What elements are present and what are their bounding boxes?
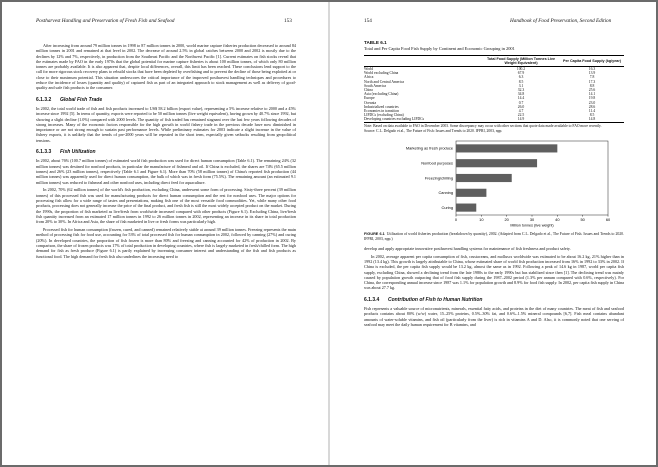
value-cell: 19.8 bbox=[588, 96, 596, 101]
x-tick-label: 10 bbox=[479, 217, 484, 223]
row-label-cell: China bbox=[364, 88, 373, 93]
value-cell: 14.8 bbox=[560, 117, 624, 122]
paragraph: In 2002, the total world trade of fish and fish products increased to US$ 58.2 billion (export value), representing a 5% increase relative to 2000 and a 45% increase since 1992 [5]. In terms of quantity, exports were reported to be 50 million tonnes (live weight equivalent), having grown by 40.7% since 1992, but showing a slight decline (1.0%) compared with 2000 levels. The quantity of fish traded has remained stagnant over the last few years following decades of strong increases. Many of the economic factors responsible for the high growth in world fishery trade in the previous decade have now diminished in importance or are not strong enough to sustain past performance levels. While preliminary estimates for 2003 indicate a slight increase in the value of fishery exports, it is unlikely that the trends of pre-2000 years will be repeated in the short term, especially given setbacks resulting from geopolitical tensions. bbox=[36, 105, 296, 143]
table-row bbox=[364, 117, 624, 122]
table-header-cell bbox=[364, 55, 482, 66]
section-heading bbox=[36, 150, 296, 155]
value-cell: 7.8 bbox=[589, 75, 595, 80]
row-label-cell: World excluding China bbox=[364, 71, 399, 76]
chart-svg bbox=[364, 137, 624, 229]
figure-caption-text: Utilization of world fisheries production (breakdown by quantity), 2002. (Adapted from C.L. Delgado et al., The Future of Fish. Issues and Trends to 2020. IFPRI, 2003, npp.) bbox=[364, 232, 624, 242]
category-label: Curing bbox=[441, 205, 453, 211]
value-cell: 3.1 bbox=[518, 83, 524, 88]
x-tick-label: 40 bbox=[555, 217, 560, 223]
x-tick-label: 50 bbox=[580, 217, 585, 223]
table-header-row bbox=[364, 55, 624, 66]
value-cell: 6.3 bbox=[518, 75, 524, 80]
row-label-cell: Economies in transition bbox=[364, 109, 400, 114]
chart-bar bbox=[456, 189, 486, 197]
table-note: Note: Based on data available to FAO in December 2003. Some discrepancy may occur with other sections that quote data made available to FAO more recently. bbox=[364, 124, 602, 129]
paragraph: In 2002, 70% (62 million tonnes) of the world's fish production, excluding China, underwent some form of processing. Sixty-three percent (39 million tonnes) of this processed fish was used for manufacturing products for direct human consumption and the rest for nonfood uses. The major options for processing fish allow for a wide range of tastes and presentations, making fish one of the most versatile food commodities. Yet, while many other food products, processing does not generally increase the price of the final product, and fresh fish is still the most widely accepted product on the market. During the 1990s, the proportion of fish marketed as live/fresh from worldwide increased compared with other products (Figure 6.1). Excluding China, live/fresh fish quantity increased from an estimated 17 million tonnes in 1992 to 26 million tonnes in 2002, representing an increase in its share in total production from 20% to 30%. In Africa and Asia, the share of fish marketed in live or fresh forms was particularly high. bbox=[36, 187, 296, 225]
chart-bar bbox=[456, 174, 512, 182]
table-label: TABLE 6.1 bbox=[364, 40, 387, 45]
paragraph: Processed fish for human consumption (frozen, cured, and canned) remained relatively stable at around 39 million tonnes. Freezing represents the main method of processing fish for food use, accounting for 53% of total processed fish for human consumption in 2002, followed by canning (27%) and curing (20%). In developed countries, the proportion of fish frozen is more than 80% and freezing and canning accounted for 42% of production in 2002. By comparison, the share of frozen products was 17% of total production in developing countries, where fish is largely marketed in fresh/chilled form. The high demand for fish as fresh produce (Figure 6.1) is partly explained by increasing consumer interest and understanding of the fish and fish products as functional food. The high demand for fresh fish also underlines the increasing need to bbox=[36, 227, 296, 259]
row-label-cell: LIFDCs (excluding China) bbox=[364, 113, 404, 118]
value-cell: 8.8 bbox=[589, 83, 595, 88]
category-label: Marketing as fresh produce bbox=[405, 146, 453, 152]
row-label-cell: Asia (excluding China) bbox=[364, 92, 399, 97]
section-heading bbox=[364, 298, 624, 303]
x-tick-label: 60 bbox=[605, 217, 611, 223]
book-spread bbox=[2, 2, 656, 465]
category-label: Canning bbox=[438, 190, 453, 196]
page-number: 153 bbox=[284, 18, 292, 24]
table-caption: Total and Per Capita Food Fish Supply by Continent and Economic Grouping in 2001 bbox=[364, 46, 515, 52]
paragraph: In 2002, average apparent per capita consumption of fish, crustaceans, and molluscs worldwide was estimated to be about 16.2 kg, 21% higher than in 1992 (13.4 kg). This growth is largely attributable to China, whose estimated share of world fish production increased from 16% in 1992 to 33% in 2002. If China is excluded, the per capita fish supply would be 13.2 kg, almost the same as in 1992. Following a peak of 14.6 kg in 1987, world per capita fish supply, excluding China, showed a declining trend from the late 1980s to the early 1990s but has stabilized since then [1]. The declining trend was mainly caused by population growth outpacing that of food fish supply during the 1987–2002 period (1.3% per annum compared with 0.6%, respectively). For China, the corresponding annual increase since 1987 was 1.1% for population growth and 8.9% for food fish supply. In 2002, per capita fish supply in China was about 27.7 kg. bbox=[364, 253, 624, 291]
value-cell: 13.9 bbox=[588, 71, 596, 76]
paragraph: In 2002, about 76% (100.7 million tonnes) of estimated world fish production was used for direct human consumption (Table 6.1). The remaining 24% (32 million tonnes) was destined for nonfood products, in particular the manufacture of fishmeal and oil. If China is excluded, the shares are 74% (65.5 million tonnes) and 26% (23 million tonnes), respectively (Table 6.1 and Figure 6.1). More than 70% (58 million tonnes) of China's reported fish production (44 million tonnes) was apparently used for direct human consumption, the bulk of which was in fresh form (75.5%). The remaining amount (an estimated 9.1 million tonnes) was reduced to fishmeal and other nonfood uses, including direct feed for aquaculture. bbox=[36, 158, 296, 185]
value-cell: 23.0 bbox=[588, 100, 596, 105]
value-cell: 16.3 bbox=[588, 67, 596, 71]
right-page bbox=[330, 2, 656, 465]
fish-supply-table bbox=[364, 55, 624, 123]
figure-caption bbox=[364, 232, 624, 241]
paragraph: After increasing from around 79 million tonnes in 1998 to 87 million tonnes in 2000, world marine capture fisheries production decreased to around 84 million tonnes in 2001 and remained at that level in 2002. The decrease of around 2.5% in global catches between 2000 and 2002 is mostly due to the declines by 12% and 7%, respectively, in production from the Southeast Pacific and the Northwest Pacific [1]. Current estimates on fish stocks reveal that the estimates made by FAO in the early 1970s that the global potential for marine capture fisheries is about 100 million tonnes, of which only 80 million tonnes are probably available. It is also apparent that, despite local differences, overall, this limit has been reached. These conclusions lend support to the call for more rigorous stock recovery plans to rebuild stocks that have been depleted by overfishing and to prevent the decline of those being exploited at or close to their maximum potential. This situation underscores the critical importance of the improved postharvest handling techniques and procedures to reduce the incidence of losses (quantity and quality) of captured fish as part of an integrated approach to stock management as well as delivery of good-quality and safe fish products to the consumer. bbox=[36, 43, 296, 91]
category-label: Nonfood purposes bbox=[421, 160, 453, 166]
x-axis-label: Million tonnes (live weight) bbox=[510, 223, 554, 228]
value-cell: 14.9 bbox=[482, 117, 560, 122]
value-cell: 8.5 bbox=[589, 113, 595, 118]
section-title: Global Fish Trade bbox=[60, 96, 103, 103]
value-cell: 100.2 bbox=[516, 67, 526, 71]
section-number: 6.1.3.4 bbox=[364, 296, 380, 303]
table-header-cell: Per Capita Food Supply (kg/year) bbox=[560, 55, 624, 66]
paragraph: Fish represents a valuable source of micronutrients, minerals, essential fatty acids, and proteins in the diet of many countries. The meat of fish and seafood products contains about 80% (w/w) water, 15–25% proteins, 0.5%–30% fat, and 0.6%–1.5% mineral compounds [6,7]. Fish meal contains abundant amounts of water-soluble vitamins, and fish oil (particularly from the liver) is rich in vitamins A and D. Also, it is commonly noted that one serving of seafood may meet the daily human requirement for B vitamins, and bbox=[364, 306, 624, 327]
value-cell: 17.3 bbox=[588, 79, 596, 84]
row-label-cell: Africa bbox=[364, 75, 374, 80]
row-label-cell: Industrialized countries bbox=[364, 104, 399, 109]
page-number: 154 bbox=[364, 18, 372, 24]
value-cell: 11.4 bbox=[588, 109, 596, 114]
value-cell: 14.1 bbox=[588, 92, 596, 97]
row-label-cell: North and Central America bbox=[364, 79, 405, 84]
section-number: 6.1.3.2 bbox=[36, 96, 52, 103]
right-body bbox=[364, 40, 624, 330]
table-source: Source: C.L. Delgado et al., The Future of Fish: Issues and Trends to 2020. IFPRI, 2003, npp. bbox=[364, 128, 503, 133]
left-body bbox=[36, 43, 296, 261]
left-page bbox=[2, 2, 328, 465]
x-tick-label: 20 bbox=[504, 217, 509, 223]
value-cell: 22.5 bbox=[517, 113, 525, 118]
figure-label: FIGURE 6.1 bbox=[364, 232, 385, 237]
chart-bar bbox=[456, 145, 557, 153]
row-label-cell: Developing countries excluding LIFDCs bbox=[364, 117, 482, 122]
row-label-cell: South America bbox=[364, 83, 387, 88]
value-cell: 26.0 bbox=[517, 104, 525, 109]
row-label-cell: World bbox=[364, 67, 374, 71]
value-cell: 32.3 bbox=[517, 88, 525, 93]
value-cell: 28.6 bbox=[588, 104, 596, 109]
value-cell: 67.9 bbox=[517, 71, 525, 76]
chart-bar bbox=[456, 159, 537, 167]
section-title: Contribution of Fish to Human Nutrition bbox=[388, 296, 483, 303]
utilization-bar-chart bbox=[364, 137, 624, 229]
category-label: Freezing/chilling bbox=[424, 175, 453, 181]
value-cell: 8.5 bbox=[518, 79, 524, 84]
section-title: Fish Utilization bbox=[60, 149, 96, 156]
section-heading bbox=[36, 98, 296, 103]
value-cell: 0.7 bbox=[518, 100, 524, 105]
running-head: Postharvest Handling and Preservation of Fresh Fish and Seafood bbox=[36, 18, 175, 24]
value-cell: 25.6 bbox=[588, 88, 596, 93]
x-tick-label: 0 bbox=[454, 217, 458, 223]
row-label-cell: Oceania bbox=[364, 100, 377, 105]
paragraph: develop and apply appropriate innovative postharvest handling systems for maintenance of fish freshness and product safety. bbox=[364, 245, 571, 251]
section-number: 6.1.3.3 bbox=[36, 149, 52, 156]
x-tick-label: 30 bbox=[529, 217, 535, 223]
row-label-cell: Europe bbox=[364, 96, 375, 101]
value-cell: 14.4 bbox=[517, 96, 525, 101]
value-cell: 34.8 bbox=[517, 92, 525, 97]
chart-bar bbox=[456, 204, 476, 212]
table-header-cell: Total Food Supply (Million Tonnes Live Weight Equivalent) bbox=[482, 55, 560, 66]
table-body bbox=[364, 67, 624, 123]
value-cell: 4.7 bbox=[518, 109, 524, 114]
running-head: Handbook of Food Preservation, Second Edition bbox=[510, 18, 612, 24]
